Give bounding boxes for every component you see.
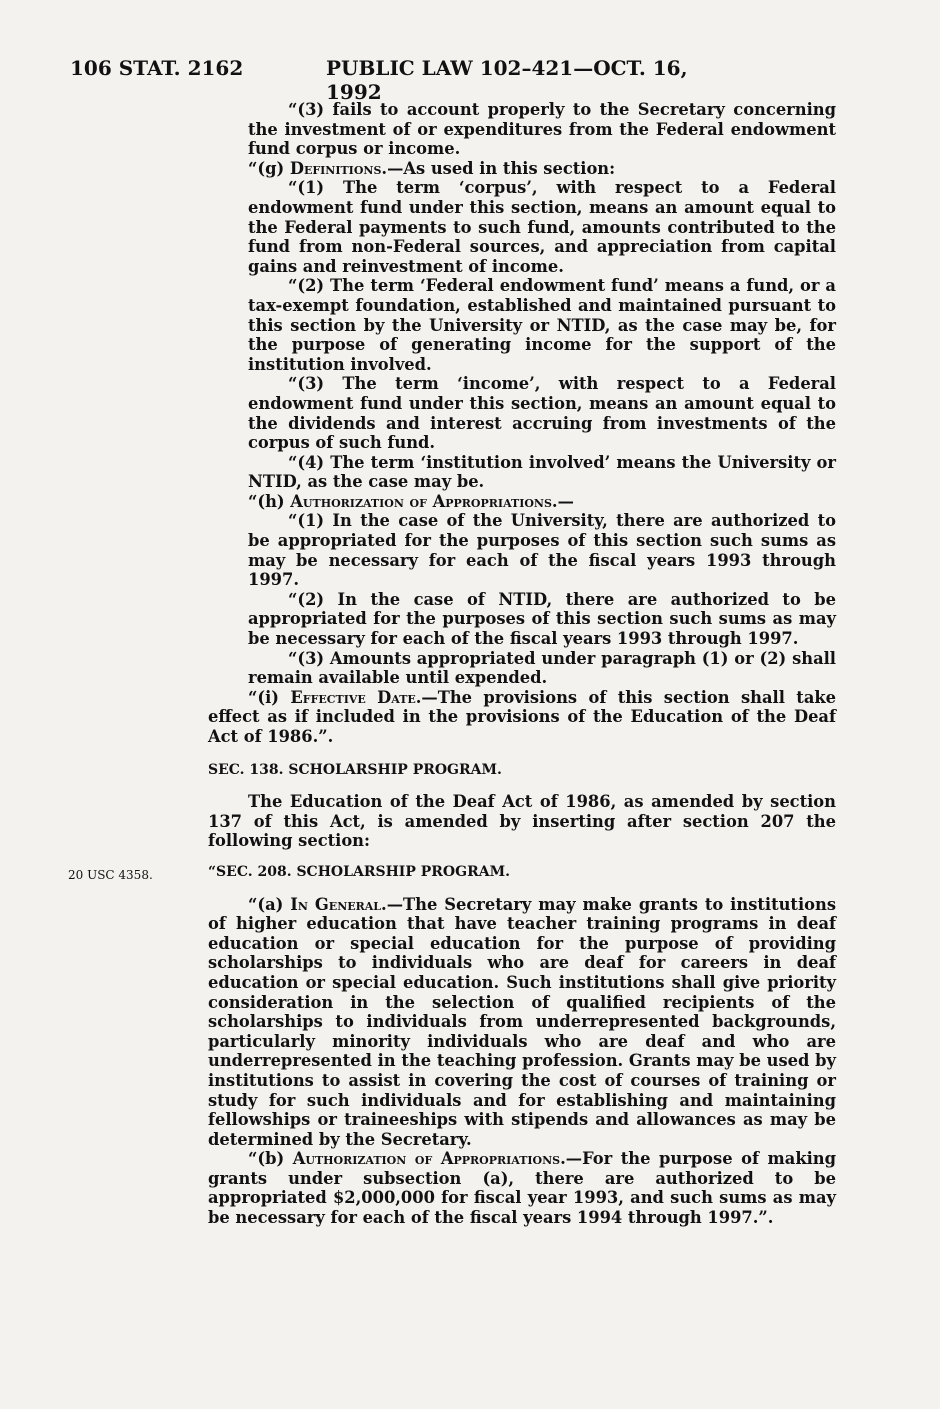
law-title: PUBLIC LAW 102–421—OCT. 16, 1992 — [326, 56, 688, 104]
subsection-i: “(i) Effective Date.—The provisions of this section shall take effect as if included in the provisions of the Education of the Deaf Act of 1986.”. — [208, 687, 837, 746]
definition-institution: “(4) The term ‘institution involved’ means the University or NTID, as the case may be. — [248, 452, 836, 492]
subsection-h-heading: “(h) Authorization of Appropriations.— — [248, 491, 574, 511]
section-138-heading: SEC. 138. SCHOLARSHIP PROGRAM. — [208, 761, 502, 778]
definition-endowment-fund: “(2) The term ‘Federal endowment fund’ means a fund, or a tax-exempt foundation, established and maintained pursuant to this section by the University or NTID, as the case may be, for the purpose of generating income for the support of the institution involved. — [248, 276, 836, 374]
subsection-b: “(b) Authorization of Appropriations.—For the purpose of making grants under subsection (a), there are authorized to be appropriated $2,000,000 for fiscal year 1993, and such sums as may be necessary for each of the fiscal years 1994 through 1997.”. — [208, 1149, 836, 1228]
paragraph-h1: “(1) In the case of the University, there are authorized to be appropriated for the purposes of this section such sums as may be necessary for each of the fiscal years 1993 through 1997. — [248, 511, 836, 590]
top-text-block — [208, 100, 836, 1228]
section-208-heading: “SEC. 208. SCHOLARSHIP PROGRAM. — [208, 863, 510, 880]
paragraph-f3: “(3) fails to account properly to the Secretary concerning the investment of or expenditures from the Federal endowment fund corpus or income. — [248, 100, 836, 159]
paragraph-h2: “(2) In the case of NTID, there are authorized to be appropriated for the purposes of this section such sums as may be necessary for each of the fiscal years 1993 through 1997. — [248, 589, 836, 649]
definition-income: “(3) The term ‘income’, with respect to a Federal endowment fund under this section, means an amount equal to the dividends and interest accruing from investments of the corpus of such fund. — [248, 374, 836, 453]
definition-corpus: “(1) The term ‘corpus’, with respect to a Federal endowment fund under this section, means an amount equal to the Federal payments to such fund, amounts contributed to the fund from non-Federal sources, and appreciation from capital gains and reinvestment of income. — [248, 178, 836, 276]
stat-page-ref: 106 STAT. 2162 — [70, 56, 244, 80]
subsection-a: “(a) In General.—The Secretary may make grants to institutions of higher education that have teacher training programs in deaf education or special education for the purpose of providing scholarships to individuals who are deaf for careers in deaf education or special education. Such institutions shall give priority consideration in the selection of qualified recipients of the scholarships to individuals from underrepresented backgrounds, particularly minority individuals who are deaf and who are underrepresented in the teaching profession. Grants may be used by institutions to assist in covering the cost of courses of training or study for such individuals and for establishing and maintaining fellowships or traineeships with stipends and allowances as may be determined by the Secretary. — [208, 894, 836, 1149]
section-138-body: The Education of the Deaf Act of 1986, as amended by section 137 of this Act, is amended by inserting after section 207 the following section: — [208, 792, 836, 851]
usc-margin-note: 20 USC 4358. — [68, 868, 153, 882]
paragraph-h3: “(3) Amounts appropriated under paragraph (1) or (2) shall remain available until expended. — [248, 648, 836, 688]
subsection-g-heading: “(g) Definitions.—As used in this section: — [248, 158, 616, 178]
